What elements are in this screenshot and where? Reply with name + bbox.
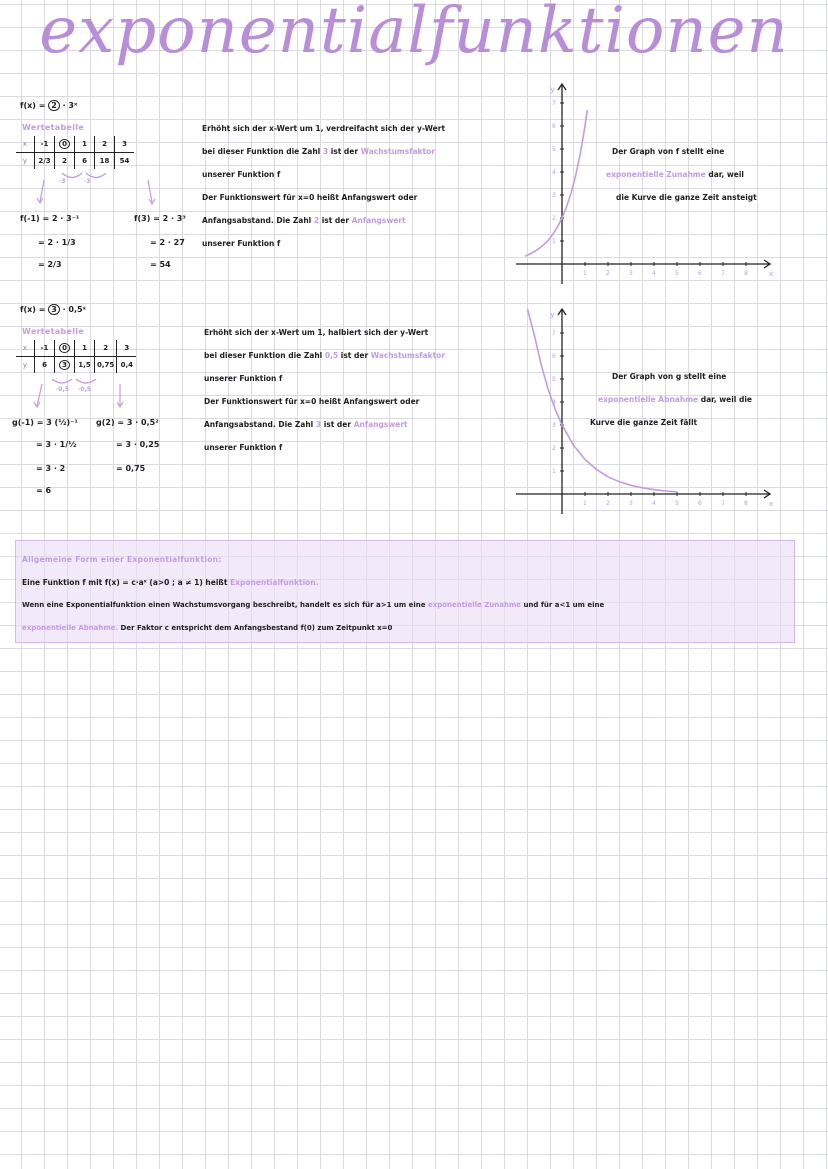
table-label: Wertetabelle [22, 123, 85, 132]
table-cell: 54 [115, 153, 135, 170]
y-tick-label: 4 [552, 399, 556, 406]
explanation-f [202, 124, 445, 262]
x-tick-label: 5 [675, 270, 679, 277]
y-tick-label: 1 [552, 238, 556, 245]
text-line: Erhöht sich der x-Wert um 1, halbiert sich der y-Wert [204, 328, 429, 337]
table-cell: y [22, 157, 28, 165]
text-line: Anfangsabstand. Die Zahl 2 ist der Anfangswert [202, 216, 406, 225]
summary-line: Eine Funktion f mit f(x) = c·aˣ (a>0 ; a ≠ 1) heißt Exponentialfunktion. [22, 578, 319, 587]
factor-label: ·0,5 [56, 386, 69, 393]
x-axis-label: x [769, 270, 774, 278]
table-cell: 1 [75, 136, 95, 153]
y-axis-label: y [550, 310, 555, 319]
summary-line: Wenn eine Exponentialfunktion einen Wachstumsvorgang beschreibt, handelt es sich für a>1 um eine exponentielle Zunahme und für a<1 um eine [22, 601, 605, 609]
table-row-y [16, 357, 136, 374]
func-c-circled: 2 [48, 100, 60, 111]
table-cell: 2 [55, 153, 75, 170]
text-line: unserer Funktion f [202, 170, 281, 179]
y-tick-label: 2 [552, 215, 556, 222]
graph-desc-line: exponentielle Abnahme dar, weil die [598, 395, 753, 404]
text-line: Der Funktionswert für x=0 heißt Anfangswert oder [202, 193, 418, 202]
x-tick-label: 7 [721, 270, 725, 277]
y-tick-label: 3 [552, 192, 556, 199]
table-cell: 2 [95, 136, 115, 153]
table-cell: 0,75 [95, 357, 117, 374]
x-axis-label: x [769, 500, 774, 508]
calc-right-line: f(3) = 2 · 3³ [134, 214, 186, 223]
func-c-circled: 3 [48, 304, 60, 315]
table-cell [55, 136, 75, 153]
x-tick-label: 8 [744, 500, 748, 507]
function-f-definition [20, 100, 77, 111]
y-tick-label: 6 [552, 123, 556, 130]
table-cell: 3 [117, 340, 137, 357]
x-tick-label: 1 [583, 500, 587, 507]
factor-label: ·0,5 [78, 386, 91, 393]
table-cell: 2 [95, 340, 117, 357]
table-cell: x [16, 136, 35, 153]
x-tick-label: 2 [606, 500, 610, 507]
text-line: Der Funktionswert für x=0 heißt Anfangswert oder [204, 397, 420, 406]
x-tick-label: 3 [629, 500, 633, 507]
x-tick-label: 6 [698, 270, 702, 277]
calc-right-line: = 0,75 [116, 464, 146, 473]
table-cell: 2/3 [35, 153, 55, 170]
table-cell: 1,5 [75, 357, 95, 374]
graph-desc-line: die Kurve die ganze Zeit ansteigt [616, 193, 757, 202]
calc-left-line: = 3 · 1/½ [36, 440, 77, 449]
text-line: bei dieser Funktion die Zahl 0,5 ist der Wachstumsfaktor [204, 351, 446, 360]
explanation-g [204, 328, 445, 466]
table-cell [55, 340, 75, 357]
graph-f [510, 78, 780, 288]
table-cell: x [16, 340, 35, 357]
x-tick-label: 4 [652, 270, 656, 277]
func-suffix: · 0,5ˣ [59, 305, 86, 314]
text-line: unserer Funktion f [204, 374, 283, 383]
y-tick-label: 6 [552, 353, 556, 360]
x-tick-label: 8 [744, 270, 748, 277]
graph-desc-line: Der Graph von g stellt eine [612, 372, 727, 381]
x-tick-label: 3 [629, 270, 633, 277]
value-table-f [16, 136, 134, 169]
summary-box [15, 540, 795, 643]
summary-line: exponentielle Abnahme. Der Faktor c entspricht dem Anfangsbestand f(0) zum Zeitpunkt x=0 [22, 624, 393, 632]
y-tick-label: 2 [552, 445, 556, 452]
table-label: Wertetabelle [22, 327, 85, 336]
y-tick-label: 7 [552, 100, 556, 107]
table-cell: y [22, 361, 28, 369]
y-tick-label: 7 [552, 330, 556, 337]
x-tick-label: 1 [583, 270, 587, 277]
table-cell: 0,4 [117, 357, 137, 374]
calc-right-line: = 3 · 0,25 [116, 440, 160, 449]
graph-desc-line: exponentielle Zunahme dar, weil [606, 170, 744, 179]
table-row-x [16, 136, 134, 153]
factor-label: ·3 [84, 178, 91, 185]
circled-value: 0 [59, 139, 70, 149]
graph-desc-line: Der Graph von f stellt eine [612, 147, 725, 156]
table-arrows [28, 376, 148, 416]
y-tick-label: 3 [552, 422, 556, 429]
table-cell: 3 [115, 136, 135, 153]
x-tick-label: 7 [721, 500, 725, 507]
summary-heading: Allgemeine Form einer Exponentialfunktion: [22, 555, 222, 564]
table-cell: -1 [35, 340, 55, 357]
text-line: unserer Funktion f [202, 239, 281, 248]
func-suffix: · 3ˣ [59, 101, 78, 110]
circled-value: 0 [59, 343, 70, 353]
y-tick-label: 5 [552, 376, 556, 383]
calc-left-line: f(-1) = 2 · 3⁻¹ [20, 214, 80, 223]
x-tick-label: 2 [606, 270, 610, 277]
table-cell [55, 357, 75, 374]
text-line: bei dieser Funktion die Zahl 3 ist der Wachstumsfaktor [202, 147, 435, 156]
table-cell: 6 [35, 357, 55, 374]
calc-left-line: = 3 · 2 [36, 464, 66, 473]
text-line: Anfangsabstand. Die Zahl 3 ist der Anfangswert [204, 420, 408, 429]
graph-g [510, 303, 780, 518]
calc-left-line: = 2/3 [38, 260, 62, 269]
x-tick-label: 4 [652, 500, 656, 507]
series-line-f [525, 110, 587, 256]
y-axis-label: y [550, 85, 555, 94]
circled-value: 3 [59, 360, 70, 370]
calc-right-line: g(2) = 3 · 0,5² [96, 418, 159, 427]
calc-right-line: = 54 [150, 260, 171, 269]
text-line: unserer Funktion f [204, 443, 283, 452]
func-prefix: f(x) = [20, 101, 49, 110]
x-tick-label: 6 [698, 500, 702, 507]
graph-desc-line: Kurve die ganze Zeit fällt [590, 418, 698, 427]
table-cell: 1 [75, 340, 95, 357]
table-cell: 18 [95, 153, 115, 170]
calc-left-line: = 2 · 1/3 [38, 238, 76, 247]
table-arrows [30, 170, 170, 210]
text-line: Erhöht sich der x-Wert um 1, verdreifacht sich der y-Wert [202, 124, 446, 133]
func-prefix: f(x) = [20, 305, 49, 314]
table-row-x [16, 340, 136, 357]
table-cell: 6 [75, 153, 95, 170]
value-table-g [16, 340, 136, 373]
y-tick-label: 5 [552, 146, 556, 153]
factor-label: ·3 [59, 178, 66, 185]
y-tick-label: 1 [552, 468, 556, 475]
table-cell: -1 [35, 136, 55, 153]
table-row-y [16, 153, 134, 170]
x-tick-label: 5 [675, 500, 679, 507]
calc-left-line: = 6 [36, 486, 52, 495]
calc-left-line: g(-1) = 3 (½)⁻¹ [12, 418, 78, 427]
y-tick-label: 4 [552, 169, 556, 176]
calc-right-line: = 2 · 27 [150, 238, 185, 247]
page-title: exponentialfunktionen [39, 0, 789, 68]
function-g-definition [20, 304, 86, 315]
